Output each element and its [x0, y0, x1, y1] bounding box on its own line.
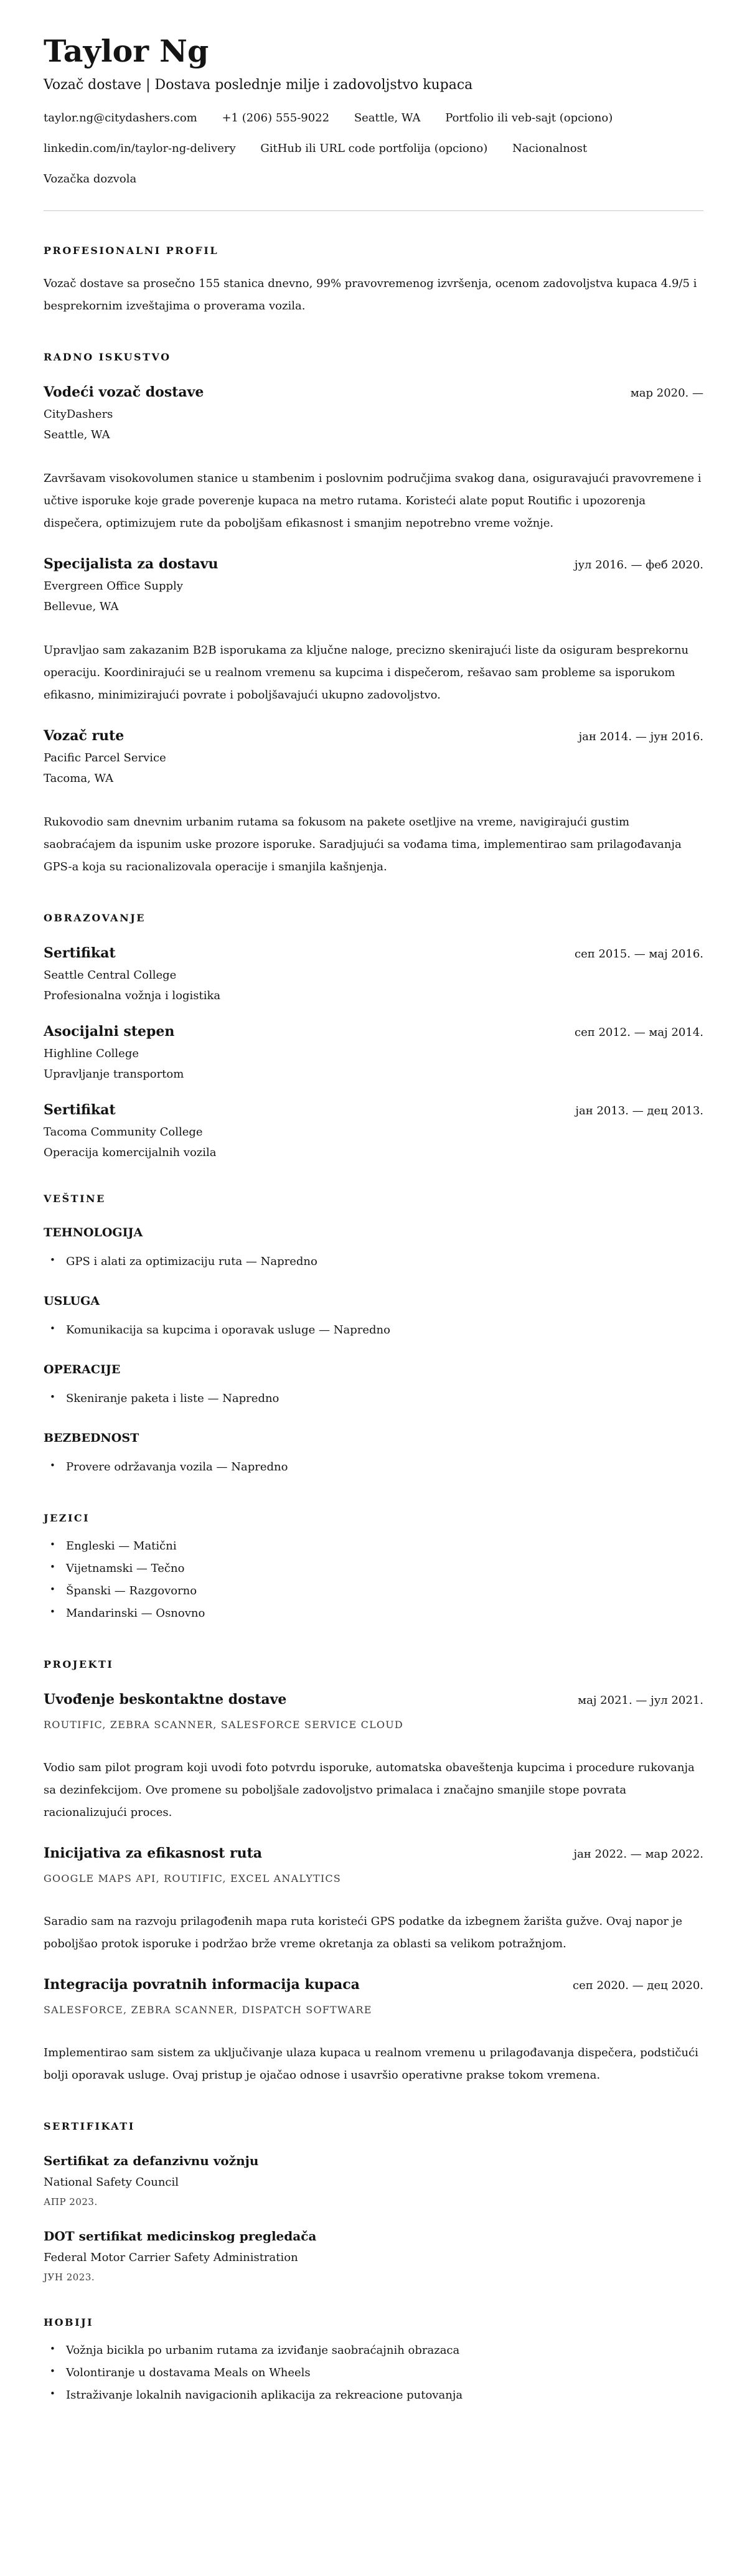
- skill-list-technology: [44, 1251, 703, 1273]
- education-degree: Asocijalni stepen: [44, 1023, 175, 1040]
- project-entry-header: [44, 1977, 703, 1993]
- project-name: Inicijativa za efikasnost ruta: [44, 1845, 262, 1861]
- job-company: Evergreen Office Supply: [44, 579, 183, 593]
- certification-name: DOT sertifikat medicinskog pregledača: [44, 2228, 317, 2244]
- language-item: • Engleski — Matični: [44, 1535, 703, 1558]
- section-title-languages: JEZICI: [44, 1511, 90, 1524]
- education-school: Seattle Central College: [44, 968, 177, 982]
- job-entry: [44, 556, 703, 707]
- contact-row-3: [44, 172, 703, 186]
- section-skills: [44, 1193, 703, 1478]
- job-title: Specijalista za dostavu: [44, 555, 218, 572]
- project-entry-header: [44, 1691, 703, 1708]
- education-entry: [44, 945, 703, 1002]
- certification-name: Sertifikat za defanzivnu vožnju: [44, 2153, 259, 2168]
- contact-phone: +1 (206) 555-9022: [222, 111, 330, 125]
- section-projects: [44, 1658, 703, 2087]
- project-entry: [44, 1977, 703, 2087]
- section-title-education: OBRAZOVANJE: [44, 911, 146, 924]
- job-company: Pacific Parcel Service: [44, 751, 166, 764]
- project-dates: мај 2021. — јул 2021.: [578, 1693, 703, 1707]
- profile-summary: Vozač dostave sa prosečno 155 stanica dnevno, 99% pravovremenog izvršenja, ocenom zadovoljstva kupaca 4.9/5 i besprekornim izveštajima o proverama vozila.: [44, 276, 697, 313]
- project-name: Integracija povratnih informacija kupaca: [44, 1976, 360, 1993]
- section-education: [44, 912, 703, 1159]
- skill-list-service: [44, 1319, 703, 1342]
- project-tech-stack: ROUTIFIC, ZEBRA SCANNER, SALESFORCE SERVICE CLOUD: [44, 1718, 403, 1731]
- education-school: Tacoma Community College: [44, 1125, 203, 1139]
- job-location: Seattle, WA: [44, 428, 110, 441]
- contact-email: taylor.ng@citydashers.com: [44, 111, 197, 125]
- education-entry: [44, 1023, 703, 1081]
- resume-subtitle: Vozač dostave | Dostava poslednje milje i zadovoljstvo kupaca: [44, 77, 473, 93]
- certification-entry: [44, 2153, 703, 2207]
- job-entry: [44, 728, 703, 878]
- job-title: Vozač rute: [44, 727, 125, 744]
- job-entry: [44, 384, 703, 535]
- education-entry-header: [44, 1023, 703, 1040]
- section-experience: [44, 351, 703, 878]
- job-description: Završavam visokovolumen stanice u stambenim i poslovnim područjima svakog dana, osiguravajući pravovremene i učtive isporuke koje grade poverenje kupaca na metro rutama. Koristeći alate poput Routific i upozorenja dispečera, optimizujem rute da poboljšam efikasnost i smanjim nepotrebno vreme vožnje.: [44, 471, 702, 530]
- education-field: Operacija komercijalnih vozila: [44, 1145, 217, 1159]
- job-title: Vodeći vozač dostave: [44, 383, 204, 400]
- section-title-hobbies: HOBIJI: [44, 2316, 94, 2328]
- skill-category-service: USLUGA: [44, 1294, 100, 1308]
- section-title-skills: VEŠTINE: [44, 1192, 106, 1205]
- skill-item: • Komunikacija sa kupcima i oporavak usluge — Napredno: [44, 1319, 703, 1342]
- contact-linkedin: linkedin.com/in/taylor-ng-delivery: [44, 141, 236, 155]
- section-languages: [44, 1512, 703, 1625]
- job-dates: јул 2016. — феб 2020.: [574, 558, 703, 571]
- skill-item: • Skeniranje paketa i liste — Napredno: [44, 1388, 703, 1410]
- education-entry: [44, 1102, 703, 1159]
- certification-entry: [44, 2229, 703, 2283]
- section-title-certifications: SERTIFIKATI: [44, 2120, 135, 2132]
- education-entry-header: [44, 1102, 703, 1118]
- education-degree: Sertifikat: [44, 1101, 116, 1118]
- skill-category-technology: TEHNOLOGIJA: [44, 1225, 143, 1239]
- certification-issuer: National Safety Council: [44, 2175, 179, 2189]
- section-title-experience: RADNO ISKUSTVO: [44, 350, 171, 363]
- project-description: Implementirao sam sistem za uključivanje ulaza kupaca u realnom vremenu u prilagođavanja dispečera, podstičući bolji oporavak usluge. Ovaj pristup je ojačao odnose i usavršio operativne prakse tokom vremena.: [44, 2046, 698, 2082]
- education-school: Highline College: [44, 1046, 139, 1060]
- job-dates: јан 2014. — јун 2016.: [578, 730, 703, 743]
- hobby-list: [44, 2339, 703, 2407]
- language-list: [44, 1535, 703, 1625]
- education-dates: јан 2013. — дец 2013.: [575, 1104, 703, 1117]
- section-title-projects: PROJEKTI: [44, 1658, 114, 1670]
- education-field: Profesionalna vožnja i logistika: [44, 989, 221, 1002]
- skill-item: • GPS i alati za optimizaciju ruta — Napredno: [44, 1251, 703, 1273]
- project-entry-header: [44, 1845, 703, 1861]
- contact-row-2: [44, 142, 703, 155]
- job-location: Tacoma, WA: [44, 771, 114, 785]
- skill-category-safety: BEZBEDNOST: [44, 1431, 139, 1445]
- job-company: CityDashers: [44, 407, 113, 421]
- education-field: Upravljanje transportom: [44, 1067, 184, 1081]
- skill-list-operations: [44, 1388, 703, 1410]
- job-location: Bellevue, WA: [44, 599, 119, 613]
- project-name: Uvođenje beskontaktne dostave: [44, 1691, 287, 1708]
- contact-row-1: [44, 111, 703, 125]
- resume-name: Taylor Ng: [44, 33, 209, 69]
- project-entry: [44, 1691, 703, 1824]
- contact-location: Seattle, WA: [354, 111, 421, 125]
- job-entry-header: [44, 728, 703, 744]
- job-description: Rukovodio sam dnevnim urbanim rutama sa fokusom na pakete osetljive na vreme, navigirajući gustim saobraćajem da ispunim uske prozore isporuke. Saradjujući sa vođama tima, implementirao sam prilagođavanja GPS-a koja su racionalizovala operacije i smanjila kašnjenja.: [44, 815, 682, 873]
- skill-item: • Provere održavanja vozila — Napredno: [44, 1456, 703, 1478]
- certification-date: АПР 2023.: [44, 2196, 98, 2207]
- contact-github: GitHub ili URL code portfolija (opciono): [260, 141, 488, 155]
- project-tech-stack: GOOGLE MAPS API, ROUTIFIC, EXCEL ANALYTICS: [44, 1872, 341, 1884]
- job-dates: мар 2020. —: [630, 386, 703, 400]
- language-item: • Vijetnamski — Tečno: [44, 1558, 703, 1580]
- project-dates: сеп 2020. — дец 2020.: [573, 1978, 703, 1992]
- certification-issuer: Federal Motor Carrier Safety Administration: [44, 2250, 298, 2264]
- section-profile: [44, 245, 703, 317]
- certification-date: ЈУН 2023.: [44, 2271, 95, 2283]
- project-description: Saradio sam na razvoju prilagođenih mapa ruta koristeći GPS podatke da izbegnem žarišta gužve. Ovaj napor je poboljšao protok isporuke i podržao brže vreme okretanja za oblasti sa velikom potražnjom.: [44, 1914, 682, 1950]
- hobby-item: • Volontiranje u dostavama Meals on Wheels: [44, 2362, 703, 2384]
- education-dates: сеп 2015. — мај 2016.: [575, 947, 703, 961]
- project-tech-stack: SALESFORCE, ZEBRA SCANNER, DISPATCH SOFTWARE: [44, 2003, 372, 2016]
- job-entry-header: [44, 556, 703, 572]
- language-item: • Španski — Razgovorno: [44, 1580, 703, 1602]
- section-certifications: [44, 2120, 703, 2283]
- job-description: Upravljao sam zakazanim B2B isporukama za ključne naloge, precizno skenirajući liste da osiguram besprekornu operaciju. Koordinirajući se u realnom vremenu sa kupcima i dispečerom, rešavao sam probleme sa isporukom efikasno, minimizirajući povrate i poboljšavajući ukupno zadovoljstvo.: [44, 643, 689, 702]
- project-description: Vodio sam pilot program koji uvodi foto potvrdu isporuke, automatska obaveštenja kupcima i procedure rukovanja sa dezinfekcijom. Ove promene su poboljšale zadovoljstvo primalaca i značajno smanjile stope povrata racionalizujući proces.: [44, 1760, 695, 1819]
- job-entry-header: [44, 384, 703, 400]
- project-entry: [44, 1845, 703, 1955]
- header-divider: [44, 210, 703, 211]
- contact-nationality: Nacionalnost: [512, 141, 588, 155]
- hobby-item: • Istraživanje lokalnih navigacionih aplikacija za rekreacione putovanja: [44, 2384, 703, 2407]
- education-entry-header: [44, 945, 703, 961]
- hobby-item: • Vožnja bicikla po urbanim rutama za izviđanje saobraćajnih obrazaca: [44, 2339, 703, 2362]
- education-degree: Sertifikat: [44, 944, 116, 961]
- language-item: • Mandarinski — Osnovno: [44, 1602, 703, 1625]
- contact-portfolio: Portfolio ili veb-sajt (opciono): [445, 111, 613, 125]
- section-hobbies: [44, 2316, 703, 2407]
- section-title-profile: PROFESIONALNI PROFIL: [44, 244, 219, 256]
- project-dates: јан 2022. — мар 2022.: [573, 1847, 703, 1861]
- education-dates: сеп 2012. — мај 2014.: [575, 1025, 703, 1039]
- skill-category-operations: OPERACIJE: [44, 1362, 121, 1376]
- skill-list-safety: [44, 1456, 703, 1478]
- contact-drivers-license: Vozačka dozvola: [44, 172, 137, 186]
